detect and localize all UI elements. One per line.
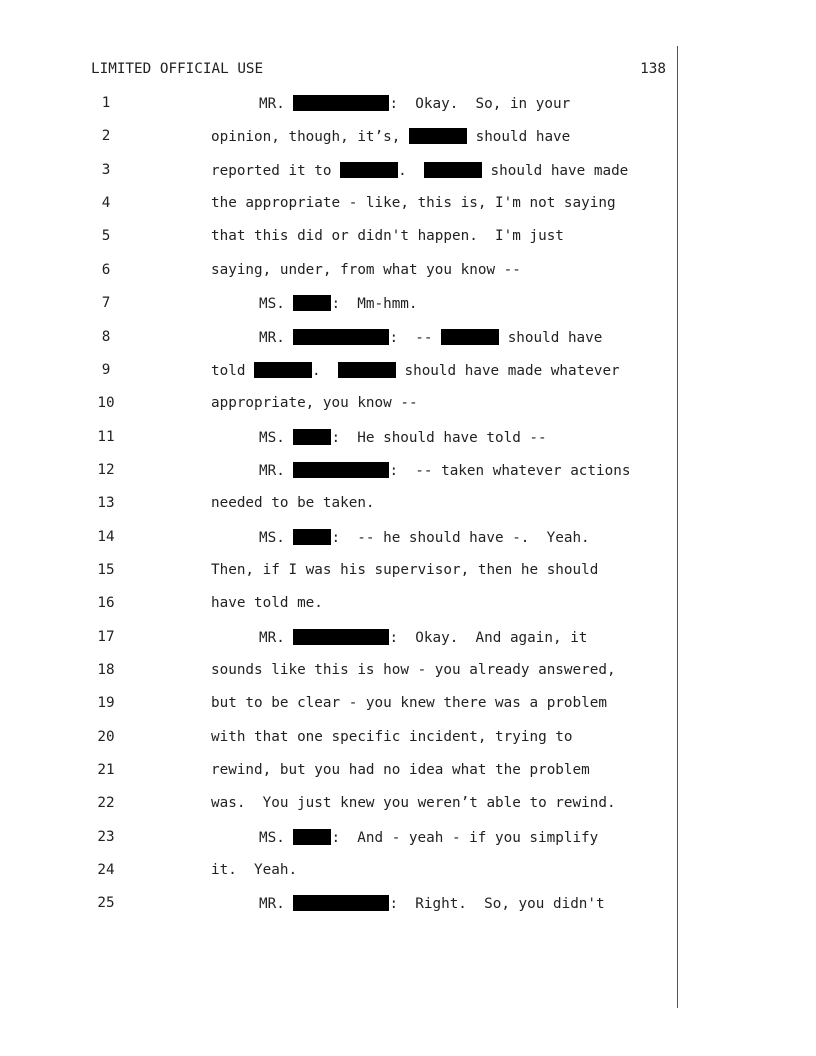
line-number: 13 — [97, 495, 115, 512]
text-segment: : -- taken whatever actions — [389, 462, 631, 479]
text-segment: should have — [499, 329, 603, 346]
transcript-line — [0, 262, 816, 282]
page-number: 138 — [640, 61, 666, 77]
line-number: 18 — [97, 662, 115, 678]
text-segment: . — [398, 162, 424, 179]
line-text — [259, 529, 590, 546]
line-number: 22 — [97, 795, 115, 812]
transcript-line — [0, 429, 816, 449]
line-number: 5 — [101, 228, 111, 245]
line-number: 17 — [97, 628, 115, 645]
line-number: 15 — [97, 561, 115, 578]
redaction-box — [293, 429, 331, 445]
transcript-line — [0, 729, 816, 749]
text-segment: told — [211, 362, 255, 379]
classification-header: LIMITED OFFICIAL USE — [91, 61, 264, 77]
transcript-line — [0, 195, 816, 215]
text-segment: saying, under, from what you know -- — [211, 261, 521, 278]
line-number: 16 — [97, 595, 115, 612]
line-text — [259, 462, 630, 479]
text-segment: MS. — [259, 296, 294, 313]
text-segment: MR. — [259, 462, 294, 479]
text-segment: the appropriate - like, this is, I'm not saying — [211, 195, 616, 212]
line-number: 11 — [97, 428, 115, 445]
line-number: 3 — [101, 161, 111, 178]
line-text — [211, 495, 375, 511]
line-number: 1 — [101, 95, 111, 111]
text-segment: : And - yeah - if you simplify — [331, 829, 599, 846]
line-text — [211, 662, 616, 678]
transcript-line — [0, 462, 816, 482]
line-number: 25 — [97, 895, 115, 912]
text-segment: was. You just knew you weren’t able to rewind. — [211, 795, 616, 812]
text-segment: MS. — [259, 829, 294, 846]
line-number: 23 — [97, 828, 115, 845]
redaction-box — [254, 362, 312, 378]
transcript-line — [0, 529, 816, 549]
transcript-line — [0, 562, 816, 582]
line-number: 6 — [101, 261, 111, 278]
redaction-box — [293, 529, 331, 545]
redaction-box — [293, 829, 331, 845]
redaction-box — [293, 95, 389, 111]
transcript-line — [0, 762, 816, 782]
transcript-line — [0, 95, 816, 115]
transcript-line — [0, 829, 816, 849]
transcript-line — [0, 662, 816, 682]
transcript-line — [0, 162, 816, 182]
transcript-line — [0, 128, 816, 148]
line-number: 20 — [97, 728, 115, 745]
line-number: 8 — [101, 328, 111, 345]
line-number: 4 — [101, 195, 111, 212]
line-text — [211, 128, 570, 145]
transcript-line — [0, 595, 816, 615]
line-text — [211, 162, 628, 179]
line-text — [211, 729, 573, 745]
line-text — [259, 95, 570, 112]
line-text — [211, 195, 616, 211]
transcript-line — [0, 629, 816, 649]
line-text — [211, 762, 590, 778]
transcript-line — [0, 895, 816, 915]
redaction-box — [293, 295, 331, 311]
text-segment: : Right. So, you didn't — [389, 896, 605, 913]
line-number: 21 — [97, 762, 115, 778]
redaction-box — [338, 362, 396, 378]
text-segment: rewind, but you had no idea what the problem — [211, 762, 590, 778]
text-segment: appropriate, you know -- — [211, 395, 418, 412]
redaction-box — [441, 329, 499, 345]
line-text — [211, 395, 418, 411]
text-segment: Then, if I was his supervisor, then he should — [211, 561, 599, 578]
redaction-box — [293, 462, 389, 478]
transcript-line — [0, 295, 816, 315]
text-segment: : Okay. So, in your — [389, 96, 571, 112]
text-segment: should have made whatever — [395, 362, 620, 379]
text-segment: have told me. — [211, 595, 323, 612]
line-number: 12 — [97, 461, 115, 478]
line-text — [211, 262, 521, 278]
redaction-box — [409, 128, 467, 144]
line-number: 19 — [97, 695, 115, 712]
text-segment: : -- he should have -. Yeah. — [331, 529, 590, 546]
text-segment: it. Yeah. — [211, 862, 298, 879]
line-text — [259, 429, 547, 446]
line-text — [211, 862, 297, 878]
line-number: 7 — [101, 295, 111, 312]
text-segment: MR. — [259, 896, 294, 913]
line-number: 24 — [97, 862, 115, 879]
transcript-line — [0, 495, 816, 515]
redaction-box — [340, 162, 398, 178]
text-segment: : Okay. And again, it — [389, 629, 588, 646]
text-segment: reported it to — [211, 162, 341, 179]
line-text — [259, 895, 605, 912]
redaction-box — [293, 629, 389, 645]
line-text — [259, 829, 598, 846]
line-text — [211, 228, 564, 244]
line-text — [259, 629, 587, 646]
line-number: 10 — [97, 395, 115, 412]
line-number: 2 — [101, 128, 111, 145]
text-segment: MS. — [259, 529, 294, 546]
line-text — [211, 695, 607, 711]
line-text — [259, 295, 418, 312]
line-text — [211, 595, 323, 611]
text-segment: : He should have told -- — [331, 429, 547, 446]
text-segment: needed to be taken. — [211, 495, 375, 512]
line-text — [259, 329, 602, 346]
text-segment: with that one specific incident, trying to — [211, 728, 573, 745]
line-number: 9 — [101, 361, 111, 378]
text-segment: : -- — [389, 329, 442, 346]
text-segment: MR. — [259, 329, 294, 346]
text-segment: . — [312, 362, 338, 379]
redaction-box — [293, 329, 389, 345]
redaction-box — [293, 895, 389, 911]
line-text — [211, 562, 598, 578]
text-segment: : Mm-hmm. — [331, 296, 418, 313]
line-number: 14 — [97, 528, 115, 545]
text-segment: MR. — [259, 96, 294, 112]
text-segment: that this did or didn't happen. I'm just — [211, 228, 564, 245]
transcript-line — [0, 795, 816, 815]
text-segment: should have — [466, 129, 571, 146]
transcript-line — [0, 228, 816, 248]
text-segment: sounds like this is how - you already answered, — [211, 662, 616, 678]
redaction-box — [424, 162, 482, 178]
transcript-line — [0, 362, 816, 382]
text-segment: MS. — [259, 429, 294, 446]
transcript-line — [0, 862, 816, 882]
text-segment: but to be clear - you knew there was a problem — [211, 695, 607, 712]
line-text — [211, 795, 616, 811]
transcript-line — [0, 695, 816, 715]
transcript-line — [0, 329, 816, 349]
text-segment: should have made — [481, 162, 629, 179]
transcript-line — [0, 395, 816, 415]
text-segment: opinion, though, it’s, — [211, 129, 409, 146]
line-text — [211, 362, 620, 379]
text-segment: MR. — [259, 629, 294, 646]
